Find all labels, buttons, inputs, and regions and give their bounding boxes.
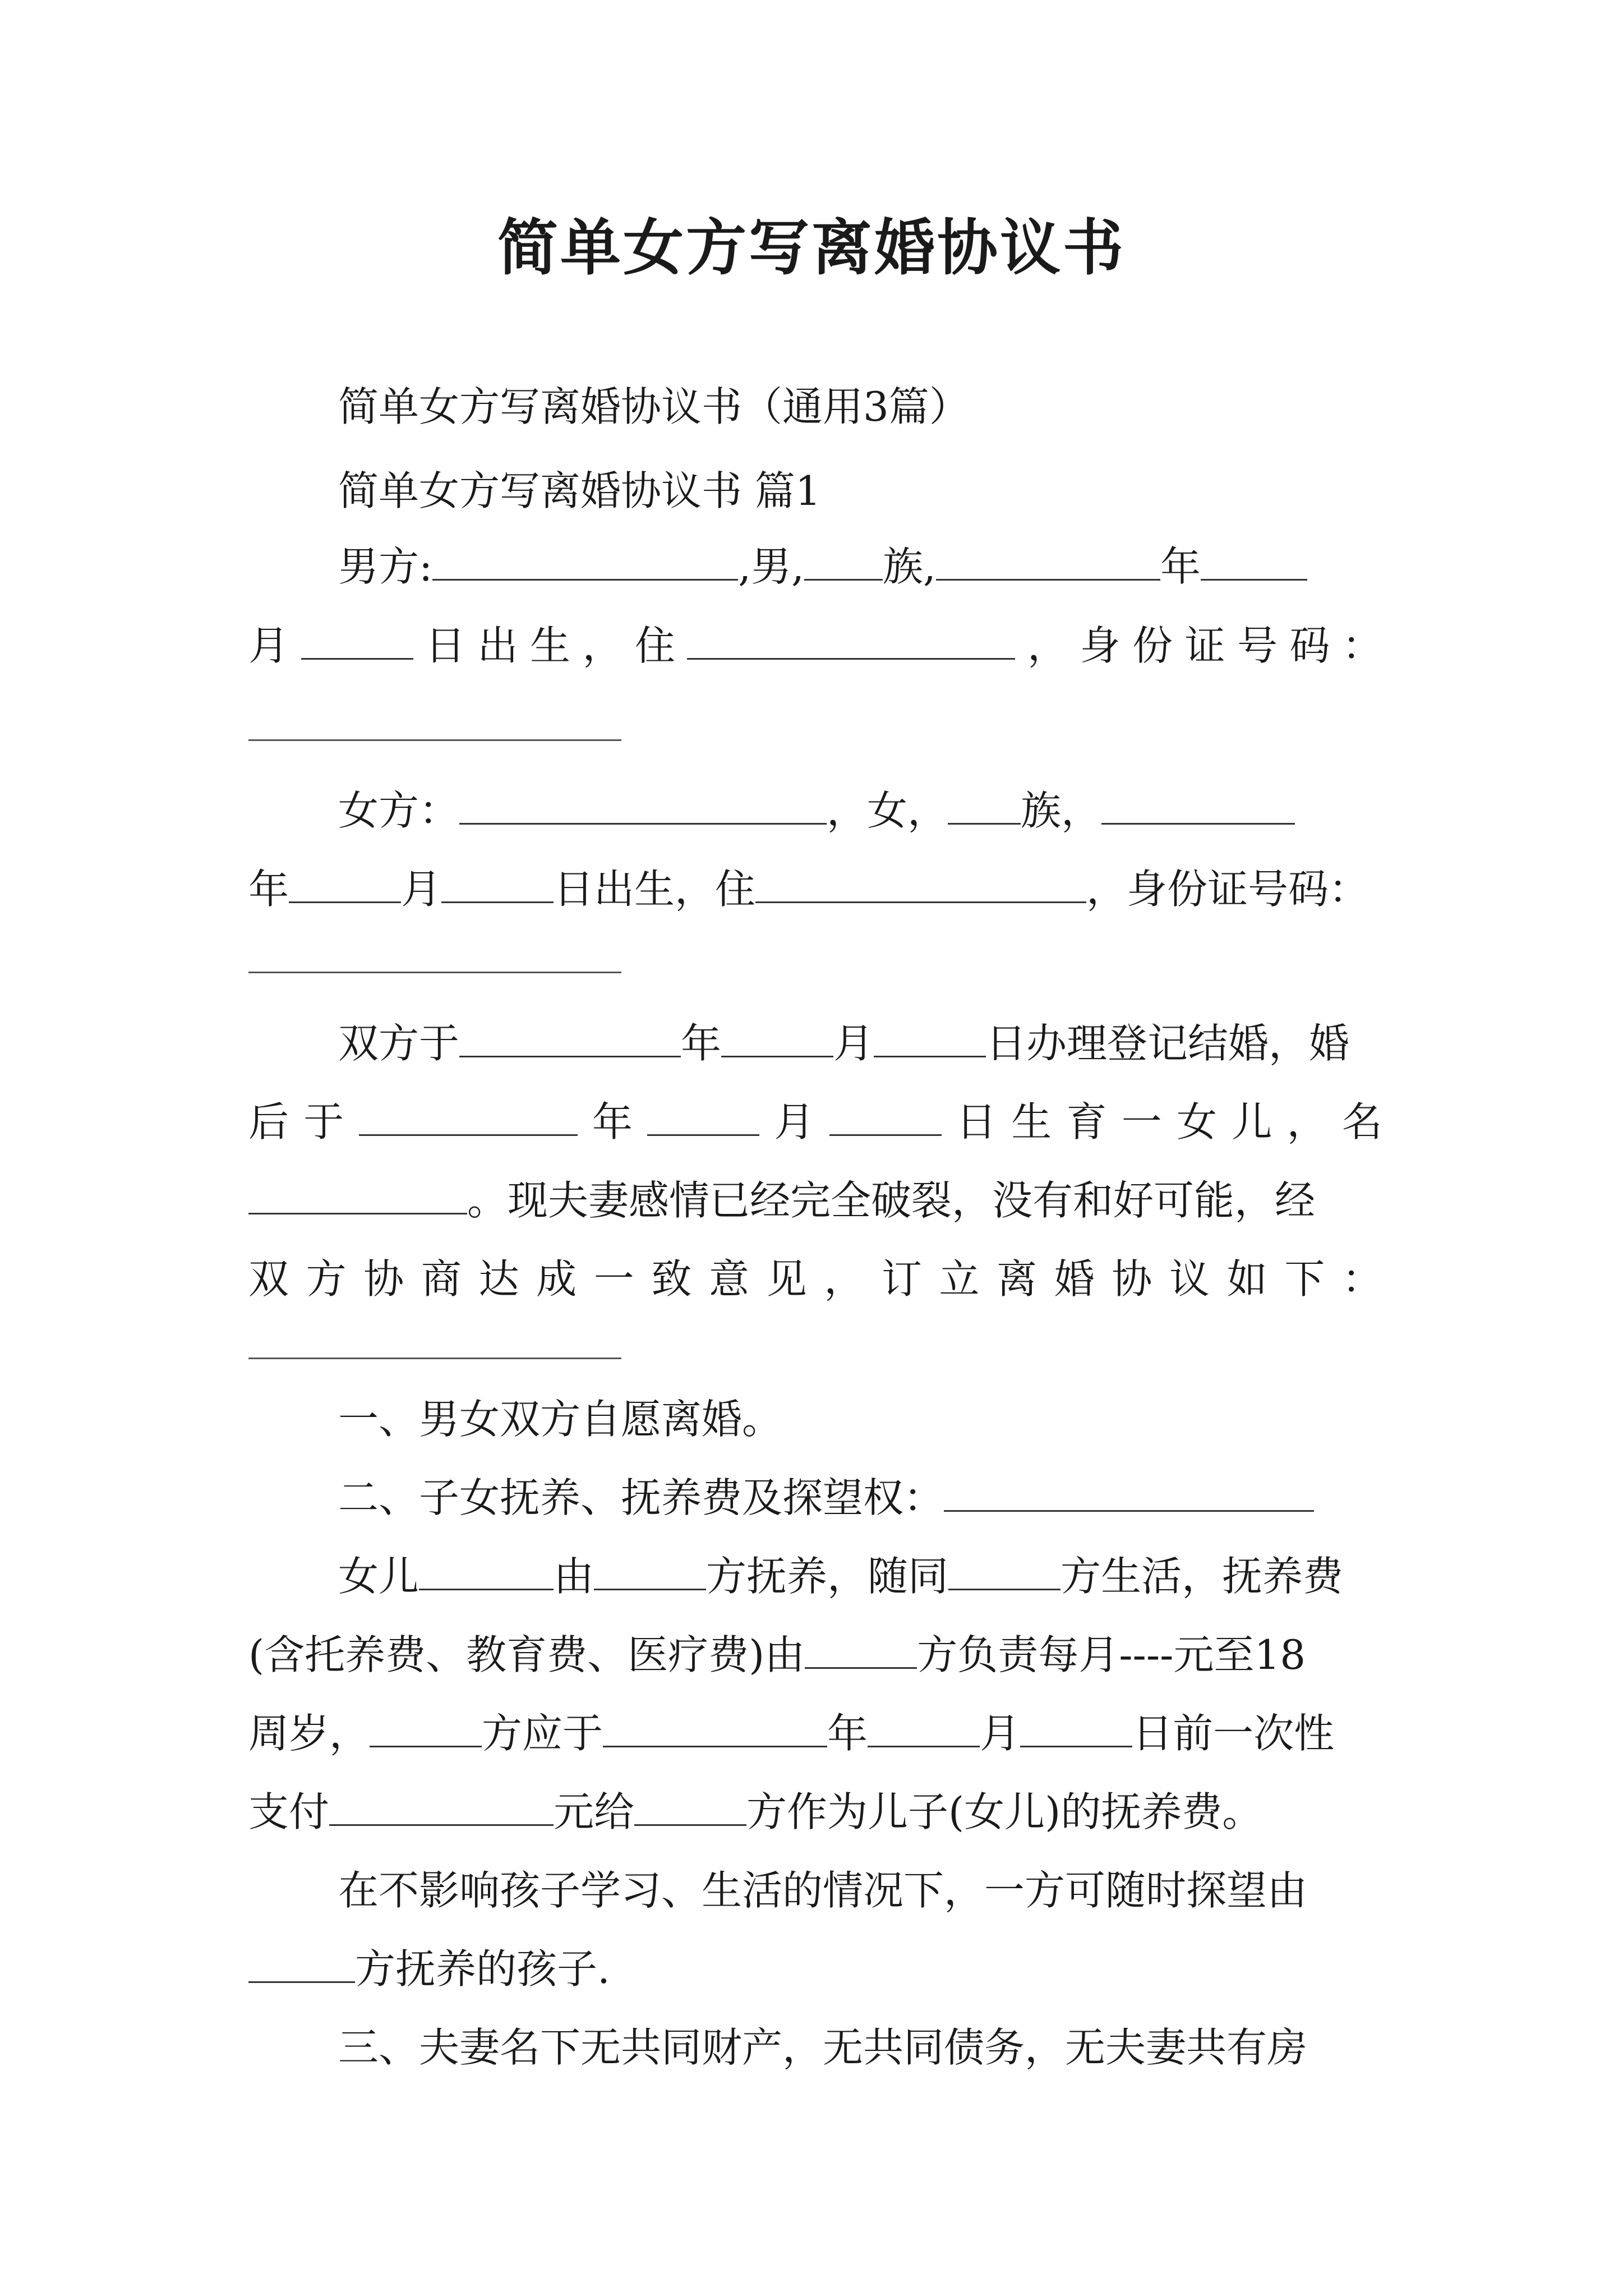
text-segment: 一 xyxy=(593,1255,634,1303)
text-segment: 成 xyxy=(536,1255,577,1303)
blank-field xyxy=(1201,542,1307,581)
clause-2-line-2 xyxy=(248,1630,1382,1680)
blank-field xyxy=(359,1097,578,1136)
text-segment: 方 xyxy=(306,1255,347,1303)
text-segment: 族， xyxy=(1021,787,1102,834)
blank-field xyxy=(874,1019,986,1057)
text-segment: 月 xyxy=(833,1020,874,1067)
blank-field xyxy=(687,621,1015,660)
blank-field xyxy=(755,864,1086,903)
clause-2-line-1 xyxy=(338,1551,1382,1602)
text-segment: ， xyxy=(1287,1098,1327,1145)
male-info-line-1 xyxy=(338,541,1382,592)
clause-2-line-3 xyxy=(248,1708,1382,1759)
text-segment: 名 xyxy=(1341,1098,1382,1145)
blank-field xyxy=(721,1019,833,1057)
text-segment: 日 xyxy=(425,622,465,669)
text-segment: 育 xyxy=(1066,1098,1107,1145)
document-title: 简单女方写离婚协议书 xyxy=(497,213,1126,283)
blank-field xyxy=(805,1630,917,1669)
text-segment: 号 xyxy=(1237,622,1278,669)
text-segment: ，女， xyxy=(827,787,948,834)
text-segment: 月 xyxy=(774,1098,815,1145)
text-segment: 女 xyxy=(1177,1098,1218,1145)
blank-field xyxy=(829,1097,942,1136)
blank-field xyxy=(370,1709,482,1747)
blank-line xyxy=(248,1358,621,1359)
marriage-line-2 xyxy=(248,1097,1382,1147)
text-segment: 婚 xyxy=(1054,1255,1095,1303)
blank-line xyxy=(248,972,621,973)
text-segment: 年 xyxy=(681,1020,722,1067)
text-segment: 儿 xyxy=(1232,1098,1272,1145)
text-segment: 日出生，住 xyxy=(554,866,756,913)
female-info-line-2 xyxy=(248,864,1382,914)
text-segment: 方负责每月----元至18 xyxy=(917,1631,1306,1678)
text-segment: (含托养费、教育费、医疗费)由 xyxy=(248,1631,805,1678)
blank-line xyxy=(248,739,621,741)
text-segment: 码 xyxy=(1289,622,1330,669)
text-segment: ,男, xyxy=(738,543,805,590)
text-segment: 双 xyxy=(248,1255,289,1303)
text-segment: 于 xyxy=(303,1098,344,1145)
blank-field xyxy=(804,542,883,581)
visitation-line-2 xyxy=(248,1944,1382,1994)
text-segment: 年 xyxy=(827,1710,868,1757)
text-segment: 日 xyxy=(956,1098,997,1145)
text-segment: 后 xyxy=(248,1098,289,1145)
text-segment: 意 xyxy=(709,1255,750,1303)
blank-field xyxy=(419,1552,554,1590)
text-segment: 男方: xyxy=(338,543,433,590)
clause-2-heading xyxy=(338,1473,1382,1523)
text-segment: 身 xyxy=(1080,622,1121,669)
blank-field xyxy=(936,542,1160,581)
clause-2-line-4 xyxy=(248,1787,1382,1837)
text-segment: ： xyxy=(1341,1255,1382,1303)
text-segment: 支付 xyxy=(248,1788,330,1835)
text-segment: ， xyxy=(1027,622,1068,669)
text-segment: 日前一次性 xyxy=(1132,1710,1335,1757)
blank-field xyxy=(647,1097,759,1136)
text-segment: 住 xyxy=(634,622,675,669)
clause-1: 一、男女双方自愿离婚。 xyxy=(338,1396,783,1443)
blank-field xyxy=(1101,786,1295,825)
blank-field xyxy=(441,864,554,903)
section-heading: 简单女方写离婚协议书 篇1 xyxy=(338,467,821,514)
blank-field xyxy=(459,1019,681,1057)
text-segment: 由 xyxy=(554,1553,594,1600)
text-segment: 方应于 xyxy=(482,1710,603,1757)
blank-field xyxy=(248,1944,355,1983)
text-segment: 双方于 xyxy=(338,1020,460,1067)
text-segment: 商 xyxy=(421,1255,462,1303)
text-segment: 致 xyxy=(651,1255,692,1303)
text-segment: 如 xyxy=(1227,1255,1267,1303)
visitation-line-1: 在不影响孩子学习、生活的情况下，一方可随时探望由 xyxy=(338,1867,1308,1914)
text-segment: 议 xyxy=(1169,1255,1210,1303)
text-segment: 见 xyxy=(766,1255,807,1303)
blank-field xyxy=(944,1473,1314,1512)
text-segment: 方作为儿子(女儿)的抚养费。 xyxy=(746,1788,1263,1835)
blank-field xyxy=(329,1787,554,1826)
blank-field xyxy=(459,786,827,825)
marriage-line-4 xyxy=(248,1254,1382,1304)
female-info-line-1 xyxy=(338,785,1382,836)
text-segment: 出 xyxy=(477,622,518,669)
text-segment: 年 xyxy=(1160,543,1201,590)
text-segment: 一 xyxy=(1121,1098,1162,1145)
text-segment: 方生活，抚养费 xyxy=(1061,1553,1344,1600)
blank-field xyxy=(1020,1709,1132,1747)
blank-field xyxy=(289,864,401,903)
text-segment: 元给 xyxy=(554,1788,635,1835)
text-segment: 协 xyxy=(1112,1255,1152,1303)
text-segment: 月 xyxy=(980,1710,1021,1757)
text-segment: 月 xyxy=(248,622,289,669)
text-segment: ，身份证号码： xyxy=(1086,866,1370,913)
blank-field xyxy=(634,1787,746,1826)
text-segment: 女儿 xyxy=(338,1553,419,1600)
blank-field xyxy=(248,1176,467,1214)
text-segment: 离 xyxy=(997,1255,1038,1303)
blank-field xyxy=(301,621,413,660)
text-segment: ： xyxy=(1341,622,1382,669)
blank-field xyxy=(868,1709,980,1747)
text-segment: ， xyxy=(824,1255,865,1303)
text-segment: 年 xyxy=(592,1098,633,1145)
text-segment: 年 xyxy=(248,866,289,913)
text-segment: 下 xyxy=(1284,1255,1325,1303)
text-segment: 。现夫妻感情已经完全破裂，没有和好可能，经 xyxy=(467,1177,1316,1224)
clause-3: 三、夫妻名下无共同财产，无共同债务，无夫妻共有房 xyxy=(338,2024,1308,2071)
text-segment: 方抚养，随同 xyxy=(706,1553,949,1600)
text-segment: 二、子女抚养、抚养费及探望权： xyxy=(338,1474,944,1521)
blank-field xyxy=(948,786,1021,825)
text-segment: 月 xyxy=(401,866,442,913)
text-segment: 生 xyxy=(1011,1098,1052,1145)
blank-field xyxy=(603,1709,827,1747)
document-subtitle: 简单女方写离婚协议书（通用3篇） xyxy=(338,383,970,430)
blank-field xyxy=(594,1552,706,1590)
text-segment: 协 xyxy=(363,1255,404,1303)
text-segment: 日办理登记结婚，婚 xyxy=(986,1020,1350,1067)
blank-field xyxy=(948,1552,1061,1590)
text-segment: 订 xyxy=(881,1255,922,1303)
text-segment: 族, xyxy=(883,543,936,590)
text-segment: 证 xyxy=(1184,622,1225,669)
text-segment: 方抚养的孩子. xyxy=(355,1945,610,1993)
marriage-line-1 xyxy=(338,1018,1382,1069)
text-segment: 女方： xyxy=(338,787,460,834)
text-segment: 立 xyxy=(939,1255,980,1303)
text-segment: ， xyxy=(582,622,623,669)
male-info-line-2 xyxy=(248,620,1382,671)
text-segment: 周岁， xyxy=(248,1710,370,1757)
text-segment: 达 xyxy=(478,1255,519,1303)
blank-field xyxy=(432,542,738,581)
marriage-line-3 xyxy=(248,1175,1382,1226)
text-segment: 份 xyxy=(1132,622,1173,669)
text-segment: 生 xyxy=(529,622,570,669)
